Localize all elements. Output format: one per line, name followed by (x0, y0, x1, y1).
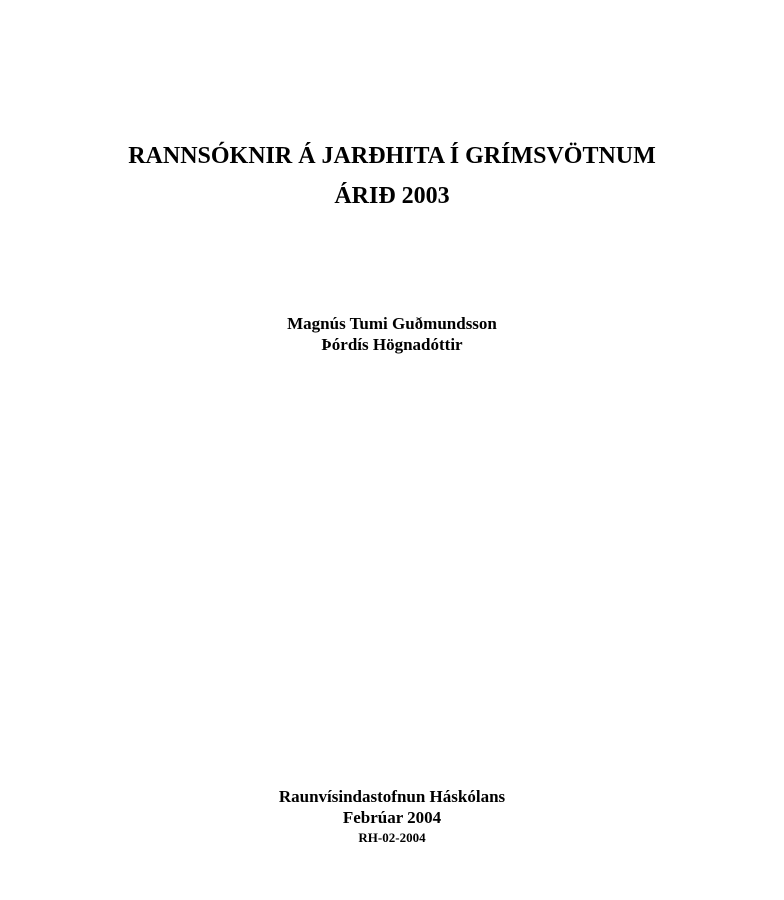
report-number: RH-02-2004 (358, 830, 426, 845)
author-name: Þórdís Högnadóttir (321, 335, 463, 354)
publisher-info (0, 786, 784, 847)
author-list (0, 313, 784, 355)
title-line-1: RANNSÓKNIR Á JARÐHITA Í GRÍMSVÖTNUM (128, 143, 656, 169)
publication-date: Febrúar 2004 (342, 808, 442, 827)
title-line-2: ÁRIÐ 2003 (334, 183, 450, 209)
document-title (0, 136, 784, 216)
institution-name: Raunvísindastofnun Háskólans (278, 787, 506, 806)
author-name: Magnús Tumi Guðmundsson (287, 314, 497, 333)
